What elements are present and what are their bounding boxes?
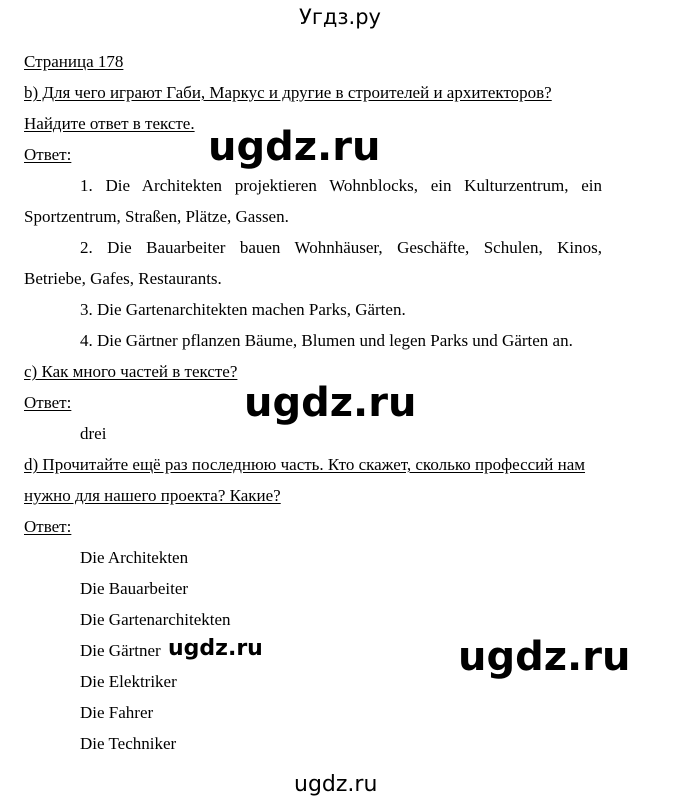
- watermark: ugdz.ru: [458, 634, 631, 680]
- footer-site-name: ugdz.ru: [294, 772, 378, 797]
- answer-b-1-line-2: Sportzentrum, Straßen, Plätze, Gassen.: [24, 207, 289, 226]
- watermark-small: ugdz.ru: [168, 636, 263, 661]
- question-b-line-1: b) Для чего играют Габи, Маркус и другие в строителей и архитекторов?: [24, 83, 552, 102]
- answer-d-item: Die Techniker: [80, 734, 177, 753]
- answer-b-3: 3. Die Gartenarchitekten machen Parks, Gärten.: [80, 300, 406, 319]
- answer-d-item: Die Fahrer: [80, 703, 154, 722]
- watermark: ugdz.ru: [208, 124, 381, 170]
- question-b-line-2: Найдите ответ в тексте.: [24, 114, 195, 133]
- answer-d-item: Die Bauarbeiter: [80, 579, 189, 598]
- question-d-line-1: d) Прочитайте ещё раз последнюю часть. Кто скажет, сколько профессий нам: [24, 455, 586, 474]
- answer-d-item: Die Gärtner: [80, 641, 161, 660]
- site-title: Угдз.ру: [299, 5, 381, 29]
- answer-b-1-line-1: 1. Die Architekten projektieren Wohnblocks, ein Kulturzentrum, ein: [80, 176, 602, 195]
- answer-b-2-line-1: 2. Die Bauarbeiter bauen Wohnhäuser, Geschäfte, Schulen, Kinos,: [80, 238, 602, 257]
- watermark: ugdz.ru: [244, 380, 417, 426]
- answer-b-4: 4. Die Gärtner pflanzen Bäume, Blumen und legen Parks und Gärten an.: [80, 331, 573, 350]
- answer-label-d: Ответ:: [24, 517, 72, 536]
- question-d-line-2: нужно для нашего проекта? Какие?: [24, 486, 281, 505]
- answer-label-c: Ответ:: [24, 393, 72, 412]
- answer-b-2-line-2: Betriebe, Gafes, Restaurants.: [24, 269, 222, 288]
- page-number: Страница 178: [24, 52, 124, 71]
- answer-d-item: Die Gartenarchitekten: [80, 610, 231, 629]
- answer-d-item: Die Elektriker: [80, 672, 177, 691]
- answer-c: drei: [80, 424, 107, 443]
- question-c: c) Как много частей в тексте?: [24, 362, 238, 381]
- answer-d-item: Die Architekten: [80, 548, 189, 567]
- answer-label-b: Ответ:: [24, 145, 72, 164]
